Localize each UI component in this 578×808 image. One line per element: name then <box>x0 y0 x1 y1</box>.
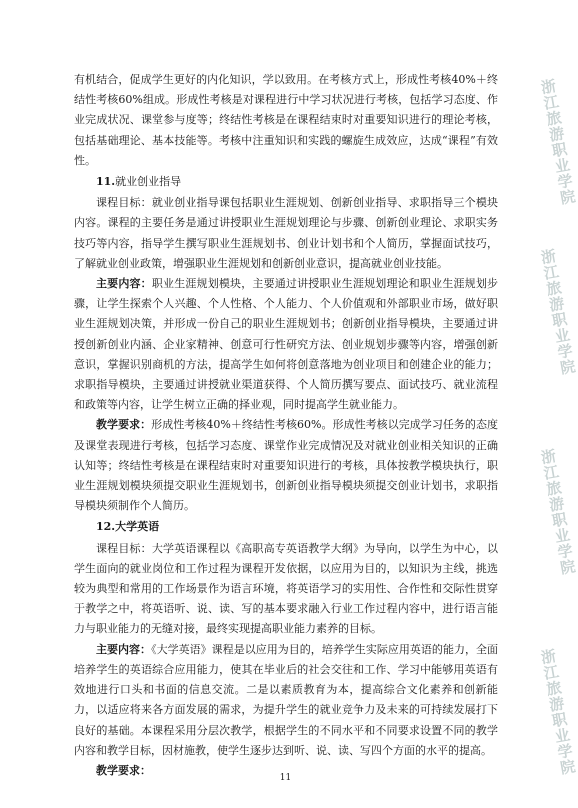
seal-watermark: 浙江旅游职业学院 <box>537 647 578 777</box>
paragraph-english-content <box>74 640 498 761</box>
paragraph-text: 职业生涯规划模块，主要通过讲授职业生涯规划理论和职业生涯规划步骤，让学生探索个人兴趣、个人性格、个人能力、个人价值观和外部职业市场，做好职业生涯规划决策，并形成一份自己的职业生涯规划书；创新创业指导模块，主要通过讲授创新创业内涵、企业家精神、创意可行性研究方法、创业规划步骤等内容，增强创新意识，掌握识别商机的方法，提高学生如何将创意落地为创业项目和创建企业的能力；求职指导模块，主要通过讲授就业渠道获得、个人简历撰写要点、面试技巧、就业流程和政策等内容，让学生树立正确的择业观，同时提高学生就业能力。 <box>74 277 498 412</box>
document-body <box>74 70 498 781</box>
paragraph-teaching-requirements <box>74 415 498 516</box>
lead-label: 主要内容： <box>96 642 152 656</box>
paragraph-text: 就业创业指导课包括职业生涯规划、创新创业指导、求职指导三个模块内容。课程的主要任务是通过讲授职业生涯规划理论与步骤、创新创业理论、求职实务技巧等内容，指导学生撰写职业生涯规划书、创业计划书和个人简历，掌握面试技巧，了解就业创业政策，增强职业生涯规划和创新创业意识，提高就业创业技能。 <box>74 196 498 270</box>
lead-label: 主要内容： <box>96 277 152 291</box>
lead-label: 教学要求： <box>96 763 151 777</box>
section-heading-11 <box>96 172 498 192</box>
paragraph-english-goal: 课程目标：大学英语课程以《高职高专英语教学大纲》为导向，以学生为中心，以学生面向的就业岗位和工作过程为课程开发依据，以应用为目的，以知识为主线，挑选较为典型和常用的工作场景作为语言环境，将英语学习的实用性、合作性和交际性贯穿于教学之中，将英语听、说、读、写的基本要求融入行业工作过程内容中，进行语言能力与职业能力的无缝对接，最终实现提高职业能力素养的目标。 <box>74 541 498 636</box>
section-number: 12. <box>96 520 116 534</box>
seal-watermark: 浙江旅游职业学院 <box>537 247 578 377</box>
paragraph-course-goal <box>74 193 498 274</box>
lead-label: 课程目标： <box>96 196 152 210</box>
section-number: 11. <box>96 175 116 189</box>
section-title: 就业创业指导 <box>115 175 182 189</box>
section-heading-12 <box>96 517 498 537</box>
page-number: 11 <box>279 773 292 783</box>
paragraph-text: 形成性考核40%＋终结性考核60%。形成性考核以完成学习任务的态度及课堂表现进行考核，包括学习态度、课堂作业完成情况及对就业创业相关知识的正确认知等；终结性考核是在课程结束时对重要知识进行的考核，具体按教学模块执行，职业生涯规划模块须提交职业生涯规划书，创新创业指导模块须提交创业计划书，求职指导模块须制作个人简历。 <box>74 418 498 513</box>
section-title: 大学英语 <box>115 520 160 534</box>
seal-watermark: 浙江旅游职业学院 <box>537 77 578 207</box>
paragraph-text: 《大学英语》课程是以应用为目的，培养学生实际应用英语的能力，全面培养学生的英语综合应用能力，使其在毕业后的社会交往和工作、学习中能够用英语有效地进行口头和书面的信息交流。二是以素质教育为本，提高综合文化素养和创新能力，以适应将来各方面发展的需求，为提升学生的就业竞争力及未来的可持续发展打下良好的基础。本课程采用分层次教学，根据学生的不同水平和不同要求设置不同的教学内容和教学目标，因材施教，使学生逐步达到听、说、读、写四个方面的水平的提高。 <box>74 642 499 757</box>
paragraph-assessment: 有机结合，促成学生更好的内化知识，学以致用。在考核方式上，形成性考核40%＋终结性考核60%组成。形成性考核是对课程进行中学习状况进行考核，包括学习态度、作业完成状况、课堂参与度等；终结性考核是在课程结束时对重要知识进行的理论考核，包括基础理论、基本技能等。考核中注重知识和实践的螺旋生成效应，达成“课程”有效性。 <box>74 73 498 167</box>
lead-label: 教学要求： <box>96 418 152 432</box>
paragraph-main-content <box>74 274 498 415</box>
seal-watermark: 浙江旅游职业学院 <box>537 447 578 577</box>
